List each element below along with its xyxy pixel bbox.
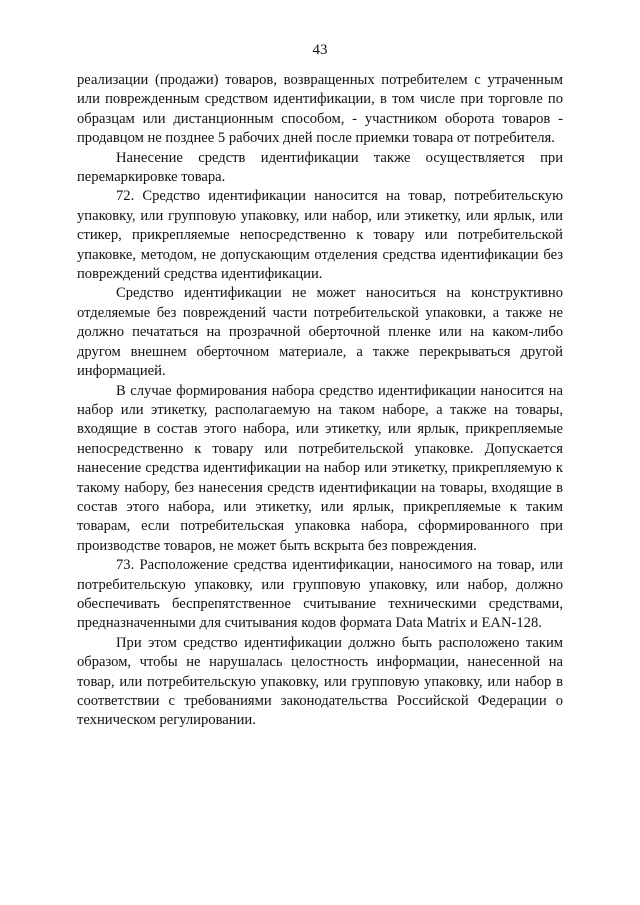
paragraph-72: 72. Средство идентификации наносится на товар, потребительскую упаковку, или групповую упаковку, или набор, или этикетку, или ярлык, или стикер, прикрепляемые непосредственно к товару или потребительской упаковке, методом, не допускающим отделения средства идентификации без повреждений средства идентификации.: [77, 188, 563, 283]
paragraph-72-restrictions: Средство идентификации не может наноситься на конструктивно отделяемые без повреждений части потребительской упаковки, а также не должно печататься на прозрачной оберточной пленке или на каком-либо другом внешнем оберточном материале, а также перекрываться другой информацией.: [77, 285, 563, 380]
paragraph-73: 73. Расположение средства идентификации, наносимого на товар, или потребительскую упаковку, или групповую упаковку, или набор, должно обеспечивать беспрепятственное считывание техническими средствами, предназначенными для считывания кодов формата Data Matrix и EAN-128.: [77, 557, 563, 632]
page-number: 43: [312, 42, 328, 58]
paragraph-73-placement: При этом средство идентификации должно быть расположено таким образом, чтобы не нарушалась целостность информации, нанесенной на товар, или потребительскую упаковку, или групповую упаковку, или набор в соответствии с требованиями законодательства Российской Федерации о техническом регулировании.: [77, 634, 563, 729]
document-body: [77, 71, 563, 731]
paragraph-relabeling: Нанесение средств идентификации также осуществляется при перемаркировке товара.: [77, 149, 563, 186]
paragraph-continuation: реализации (продажи) товаров, возвращенных потребителем с утраченным или поврежденным средством идентификации, в том числе при торговле по образцам или дистанционным способом, - участником оборота товаров - продавцом не позднее 5 рабочих дней после приемки товара от потребителя.: [77, 72, 563, 147]
paragraph-72-sets: В случае формирования набора средство идентификации наносится на набор или этикетку, располагаемую на таком наборе, а также на товары, входящие в состав этого набора, или этикетку, или ярлык, прикрепляемые непосредственно к товару или потребительской упаковке. Допускается нанесение средства идентификации на набор или этикетку, прикрепляемую к такому набору, без нанесения средств идентификации на товары, входящие в состав этого набора, или этикетку, или ярлык, прикрепляемые к таким товарам, если потребительская упаковка набора, сформированного при производстве товаров, не может быть вскрыта без повреждения.: [77, 382, 563, 554]
